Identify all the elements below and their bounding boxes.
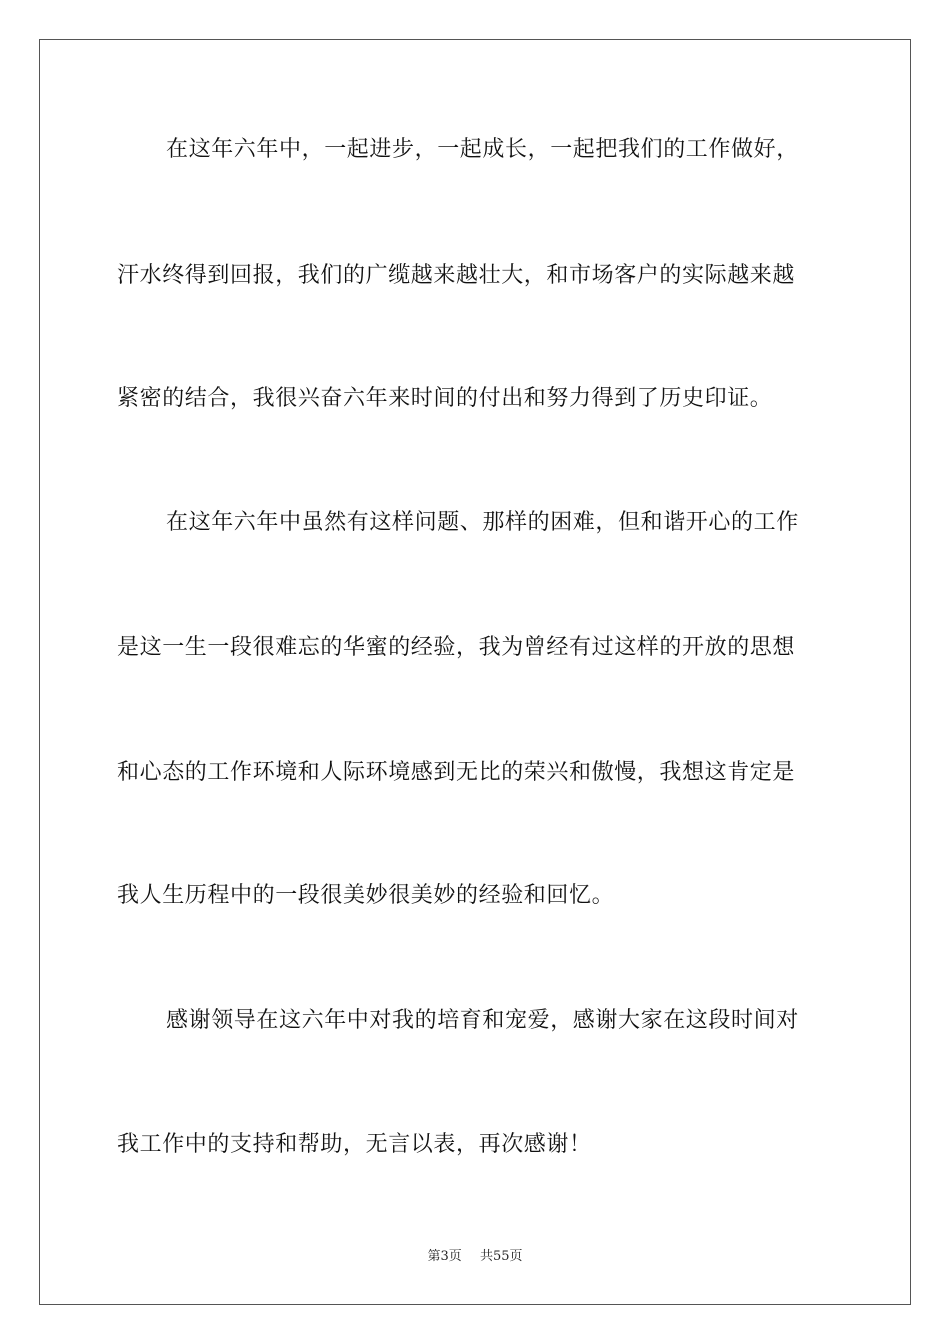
paragraph-2-line-1: 在这年六年中虽然有这样问题、那样的困难，但和谐开心的工作 xyxy=(166,510,799,535)
paragraph-3-line-1: 感谢领导在这六年中对我的培育和宠爱，感谢大家在这段时间对 xyxy=(166,1008,799,1033)
paragraph-2-line-4: 我人生历程中的一段很美妙很美妙的经验和回忆。 xyxy=(117,883,615,908)
paragraph-2-line-2: 是这一生一段很难忘的华蜜的经验，我为曾经有过这样的开放的思想 xyxy=(117,635,796,660)
paragraph-1-line-2: 汗水终得到回报，我们的广缆越来越壮大，和市场客户的实际越来越 xyxy=(117,263,796,288)
paragraph-2-line-3: 和心态的工作环境和人际环境感到无比的荣兴和傲慢，我想这肯定是 xyxy=(117,760,796,785)
page-number: 第3页 xyxy=(427,1249,462,1264)
page-border xyxy=(39,39,911,1305)
page-footer xyxy=(0,1248,950,1266)
total-pages: 共55页 xyxy=(479,1249,523,1264)
paragraph-3-line-2: 我工作中的支持和帮助，无言以表，再次感谢！ xyxy=(117,1132,592,1157)
paragraph-1-line-3: 紧密的结合，我很兴奋六年来时间的付出和努力得到了历史印证。 xyxy=(117,386,773,411)
paragraph-1-line-1: 在这年六年中，一起进步，一起成长，一起把我们的工作做好， xyxy=(166,137,799,162)
